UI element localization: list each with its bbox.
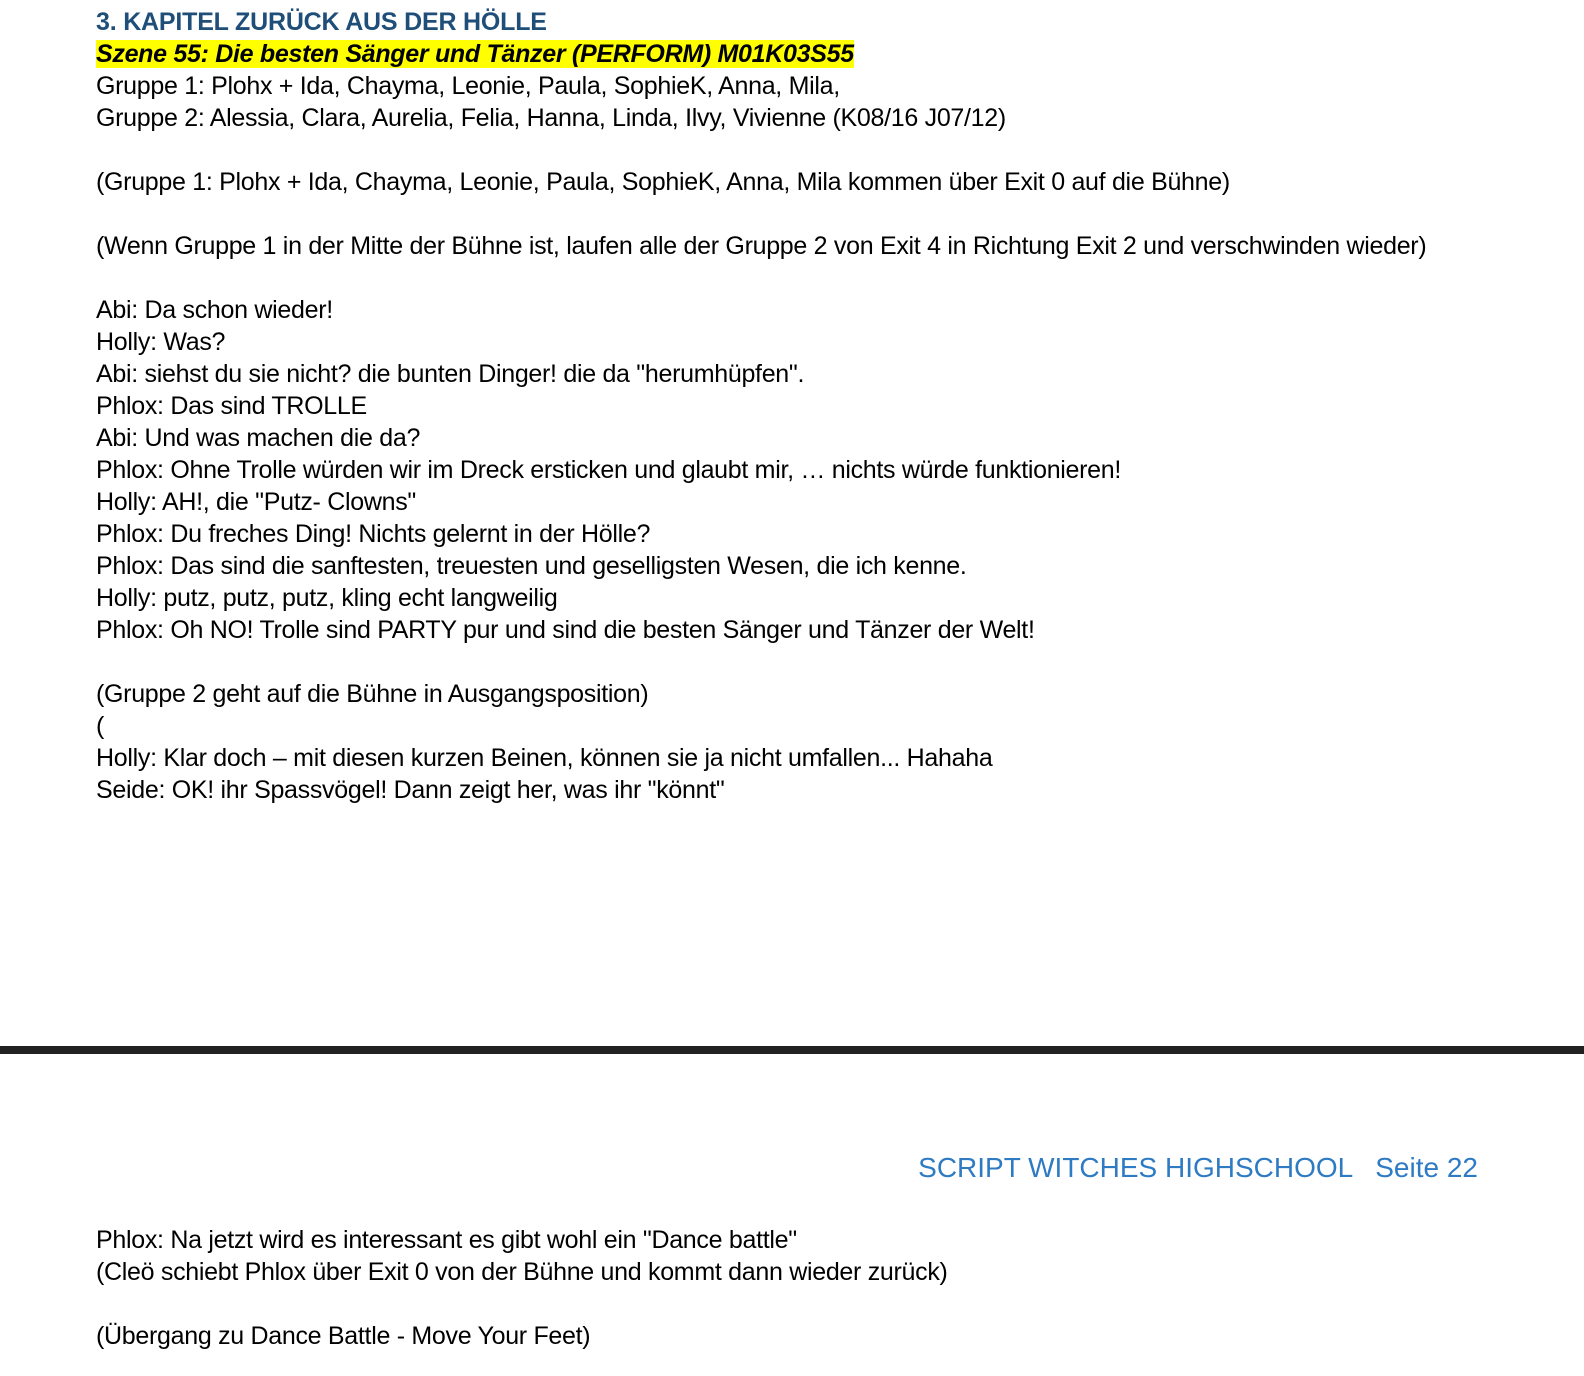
dialogue-line: Holly: Klar doch – mit diesen kurzen Beinen, können sie ja nicht umfallen... Hahaha bbox=[96, 744, 993, 772]
group-line-1: Gruppe 1: Plohx + Ida, Chayma, Leonie, Paula, SophieK, Anna, Mila, bbox=[96, 72, 840, 100]
document-page-bottom bbox=[96, 1224, 1546, 1352]
stage-direction-entrance: (Gruppe 1: Plohx + Ida, Chayma, Leonie, Paula, SophieK, Anna, Mila kommen über Exit 0 auf die Bühne) bbox=[96, 168, 1230, 196]
dialogue-line: Phlox: Das sind TROLLE bbox=[96, 392, 367, 420]
blank-line bbox=[96, 1288, 1546, 1320]
blank-line bbox=[96, 646, 1546, 678]
stage-direction-positions: (Gruppe 2 geht auf die Bühne in Ausgangsposition) bbox=[96, 680, 649, 708]
dialogue-line: Abi: Und was machen die da? bbox=[96, 424, 421, 452]
dialogue-line: Phlox: Ohne Trolle würden wir im Dreck ersticken und glaubt mir, … nichts würde funktionieren! bbox=[96, 456, 1122, 484]
dialogue-line: Seide: OK! ihr Spassvögel! Dann zeigt her, was ihr "könnt" bbox=[96, 776, 725, 804]
scene-heading-highlight: Szene 55: Die besten Sänger und Tänzer (PERFORM) M01K03S55 bbox=[96, 40, 854, 68]
dialogue-line: Phlox: Na jetzt wird es interessant es gibt wohl ein "Dance battle" bbox=[96, 1226, 797, 1254]
dialogue-line: Phlox: Du freches Ding! Nichts gelernt in der Hölle? bbox=[96, 520, 651, 548]
blank-line bbox=[96, 262, 1546, 294]
chapter-heading: 3. KAPITEL ZURÜCK AUS DER HÖLLE bbox=[96, 8, 547, 36]
stage-direction-transition: (Übergang zu Dance Battle - Move Your Feet) bbox=[96, 1322, 591, 1350]
group-line-2: Gruppe 2: Alessia, Clara, Aurelia, Felia, Hanna, Linda, Ilvy, Vivienne (K08/16 J07/12) bbox=[96, 104, 1006, 132]
dialogue-line: Abi: siehst du sie nicht? die bunten Dinger! die da "herumhüpfen". bbox=[96, 360, 805, 388]
dialogue-line: Holly: Was? bbox=[96, 328, 226, 356]
stage-direction-exit: (Cleö schiebt Phlox über Exit 0 von der Bühne und kommt dann wieder zurück) bbox=[96, 1258, 948, 1286]
page-header bbox=[918, 1150, 1478, 1186]
page-number: Seite 22 bbox=[1375, 1152, 1478, 1183]
blank-line bbox=[96, 198, 1546, 230]
script-title: SCRIPT WITCHES HIGHSCHOOL bbox=[918, 1152, 1354, 1183]
page-divider bbox=[0, 1046, 1584, 1054]
blank-line bbox=[96, 134, 1546, 166]
document-page-top bbox=[96, 6, 1546, 806]
dialogue-line: Holly: AH!, die "Putz- Clowns" bbox=[96, 488, 416, 516]
open-parenthesis-line: ( bbox=[96, 712, 105, 740]
dialogue-line: Phlox: Oh NO! Trolle sind PARTY pur und sind die besten Sänger und Tänzer der Welt! bbox=[96, 616, 1035, 644]
scene-heading bbox=[96, 38, 1546, 70]
dialogue-line: Phlox: Das sind die sanftesten, treuesten und geselligsten Wesen, die ich kenne. bbox=[96, 552, 967, 580]
stage-direction-group-2: (Wenn Gruppe 1 in der Mitte der Bühne ist, laufen alle der Gruppe 2 von Exit 4 in Richtung Exit 2 und verschwinden wieder) bbox=[96, 232, 1427, 260]
dialogue-line: Abi: Da schon wieder! bbox=[96, 296, 333, 324]
dialogue-line: Holly: putz, putz, putz, kling echt langweilig bbox=[96, 584, 558, 612]
